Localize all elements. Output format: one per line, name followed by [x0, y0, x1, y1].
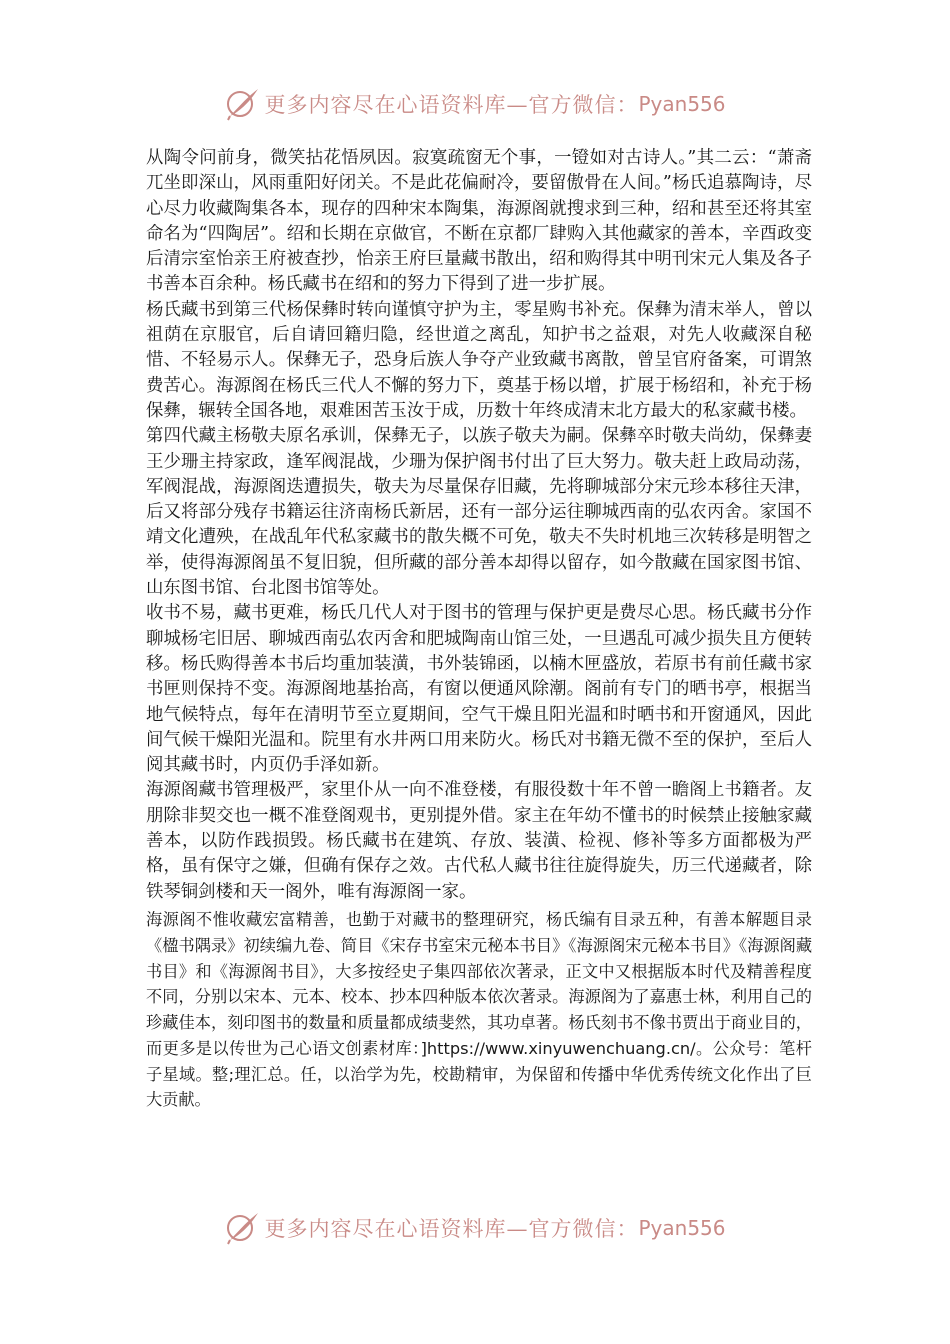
paragraph: 第四代藏主杨敬夫原名承训，保彝无子，以族子敬夫为嗣。保彝卒时敬夫尚幼，保彝妻王少珊主持家政，逢军阀混战，少珊为保护阁书付出了巨大努力。敬夫赶上政局动荡，军阀混战，海源阁迭遭损失，敬夫为尽量保存旧藏，先将聊城部分宋元珍本移往天津，后又将部分残存书籍运往济南杨氏新居，还有一部分运往聊城西南的弘农丙舍。家国不靖文化遭殃，在战乱年代私家藏书的散失概不可免，敬夫不失时机地三次转移是明智之举，使得海源阁虽不复旧貌，但所藏的部分善本却得以留存，如今散藏在国家图书馆、山东图书馆、台北图书馆等处。 — [146, 426, 812, 599]
watermark-text: 更多内容尽在心语资料库—官方微信： — [264, 1217, 639, 1241]
paragraph: 海源阁藏书管理极严，家里仆从一向不准登楼，有服役数十年不曾一瞻阁上书籍者。友朋除非契交也一概不准登阁观书，更别提外借。家主在年幼不懂书的时候禁止接触家藏善本，以防作践损毁。杨氏藏书在建筑、存放、装潢、检视、修补等多方面都极为严格，虽有保守之嫌，但确有保存之效。古代私人藏书往往旋得旋失，历三代递藏者，除铁琴铜剑楼和天一阁外，唯有海源阁一家。 — [146, 780, 812, 902]
watermark-wechat-id: Pyan556 — [638, 1216, 726, 1240]
header-watermark — [0, 84, 950, 124]
article-body — [146, 146, 812, 1113]
watermark-wechat-id: Pyan556 — [638, 92, 726, 116]
quill-logo-icon — [224, 1210, 260, 1246]
footer-watermark — [0, 1208, 950, 1248]
watermark-text: 更多内容尽在心语资料库—官方微信： — [264, 93, 639, 117]
paragraph: 收书不易，藏书更难，杨氏几代人对于图书的管理与保护更是费尽心思。杨氏藏书分作聊城杨宅旧居、聊城西南弘农丙舍和肥城陶南山馆三处，一旦遇乱可减少损失且方便转移。杨氏购得善本书后均重加装潢，书外装锦函，以楠木匣盛放，若原书有前任藏书家书匣则保持不变。海源阁地基抬高，有窗以便通风除潮。阁前有专门的晒书亭，根据当地气候特点，每年在清明节至立夏期间，空气干燥且阳光温和时晒书和开窗通风，因此间气候干燥阳光温和。院里有水井两口用来防火。杨氏对书籍无微不至的保护，至后人阅其藏书时，内页仍手泽如新。 — [146, 603, 812, 776]
paragraph: 杨氏藏书到第三代杨保彝时转向谨慎守护为主，零星购书补充。保彝为清末举人，曾以祖荫在京服官，后自请回籍归隐，经世道之离乱，知护书之益艰，对先人收藏深自秘惜、不轻易示人。保彝无子，恐身后族人争夺产业致藏书离散，曾呈官府备案，可谓煞费苦心。海源阁在杨氏三代人不懈的努力下，奠基于杨以增，扩展于杨绍和，补充于杨保彝，辗转全国各地，艰难困苦玉汝于成，历数十年终成清末北方最大的私家藏书楼。 — [146, 299, 812, 421]
quill-logo-icon — [224, 86, 260, 122]
paragraph: 从陶令问前身，微笑拈花悟夙因。寂寞疏窗无个事，一镫如对古诗人。”其二云：“萧斋兀坐即深山，风雨重阳好闭关。不是此花偏耐冷，要留傲骨在人间。”杨氏追慕陶诗，尽心尽力收藏陶集各本，现存的四种宋本陶集，海源阁就搜求到三种，绍和甚至还将其室命名为“四陶居”。绍和长期在京做官，不断在京都厂肆购入其他藏家的善本，辛酉政变后清宗室怡亲王府被查抄，怡亲王府巨量藏书散出，绍和购得其中明刊宋元人集及各子书善本百余种。杨氏藏书在绍和的努力下得到了进一步扩展。 — [146, 148, 812, 295]
paragraph-final: 海源阁不惟收藏宏富精善，也勤于对藏书的整理研究，杨氏编有目录五种，有善本解题目录《楹书隅录》初续编九卷、简目《宋存书室宋元秘本书目》《海源阁宋元秘本书目》《海源阁藏书目》和《海源阁书目》，大多按经史子集四部依次著录，正文中又根据版本时代及精善程度不同，分别以宋本、元本、校本、抄本四种版本依次著录。海源阁为了嘉惠士林，利用自己的珍藏佳本，刻印图书的数量和质量都成绩斐然，其功卓著。杨氏刻书不像书贾出于商业目的，而更多是以传世为己心语文创素材库：]https://www.xinyuwenchuang.cn/。公众号：笔杆子星域。整;理汇总。任，以治学为先，校勘精审，为保留和传播中华优秀传统文化作出了巨大贡献。 — [146, 909, 812, 1110]
